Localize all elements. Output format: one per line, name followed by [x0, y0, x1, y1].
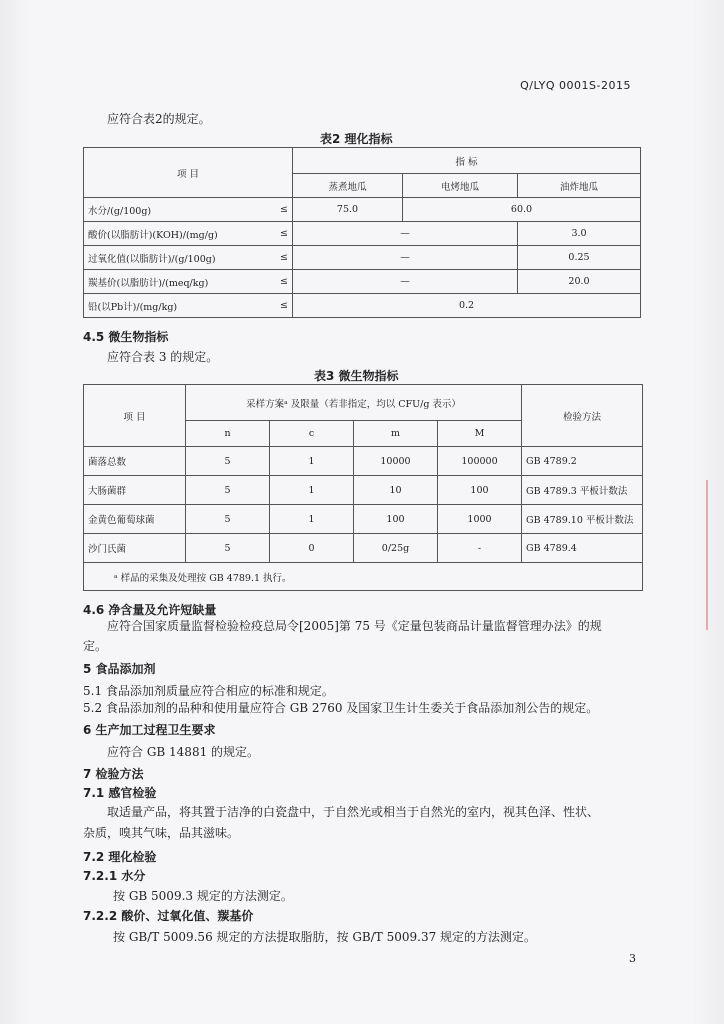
table3-cell: 100000 — [438, 447, 522, 476]
table3-cell: 0/25g — [354, 534, 438, 563]
table3-plan-header: 采样方案ᵃ 及限量（若非指定，均以 CFU/g 表示） — [186, 385, 522, 421]
table3-cell: 10 — [354, 476, 438, 505]
section-6-heading: 6 生产加工过程卫生要求 — [83, 723, 216, 737]
table3-item: 金黄色葡萄球菌 — [84, 505, 186, 534]
page-number: 3 — [629, 952, 636, 965]
table2-cell: — — [293, 222, 518, 246]
table2-cell: 0.25 — [518, 246, 641, 270]
section-7-2-1-line: 按 GB 5009.3 规定的方法测定。 — [113, 889, 293, 903]
table3-cell: 10000 — [354, 447, 438, 476]
table3-caption: 表3 微生物指标 — [314, 369, 399, 383]
table3-cell: 1 — [270, 447, 354, 476]
table2-op: ≤ — [280, 252, 288, 263]
table2-cell: 20.0 — [518, 270, 641, 294]
table2-col-3: 油炸地瓜 — [518, 174, 641, 198]
section-7-heading: 7 检验方法 — [83, 767, 144, 781]
table2-cell: 0.2 — [293, 294, 641, 318]
table-row — [84, 534, 643, 563]
table3-cell: 0 — [270, 534, 354, 563]
table3-item: 菌落总数 — [84, 447, 186, 476]
table-row — [84, 222, 641, 246]
table-row — [84, 294, 641, 318]
table2-item: 过氧化值(以脂肪计)/(g/100g) — [88, 253, 216, 265]
intro-line: 应符合表2的规定。 — [107, 112, 211, 126]
section-7-2-heading: 7.2 理化检验 — [83, 850, 157, 864]
table2-op: ≤ — [280, 300, 288, 311]
table3-cell: 100 — [438, 476, 522, 505]
table-row — [84, 246, 641, 270]
table3-cell: 1 — [270, 476, 354, 505]
table2-cell: 75.0 — [293, 198, 403, 222]
table3-item-header: 项 目 — [84, 385, 186, 447]
table2-item: 羰基价(以脂肪计)/(meq/kg) — [88, 277, 209, 289]
table3-cell: 1000 — [438, 505, 522, 534]
section-5-2-line: 5.2 食品添加剂的品种和使用量应符合 GB 2760 及国家卫生计生委关于食品添加剂公告的规定。 — [83, 701, 599, 715]
table2-item: 铅(以Pb计)/(mg/kg) — [88, 301, 178, 313]
table3-sub-c: c — [270, 421, 354, 447]
section-4-5-heading: 4.5 微生物指标 — [83, 330, 169, 344]
table3-footnote: ᵃ 样品的采集及处理按 GB 4789.1 执行。 — [84, 563, 643, 591]
table3-sub-m: m — [354, 421, 438, 447]
section-5-1-line: 5.1 食品添加剂质量应符合相应的标准和规定。 — [83, 684, 334, 698]
table2-item-header: 项 目 — [84, 148, 293, 198]
section-4-6-line1: 应符合国家质量监督检验检疫总局令[2005]第 75 号《定量包装商品计量监督管理办法》的规 — [107, 619, 602, 633]
section-4-5-line: 应符合表 3 的规定。 — [107, 350, 219, 364]
section-7-1-line-b: 杂质，嗅其气味，品其滋味。 — [83, 826, 240, 840]
table2-item: 酸价(以脂肪计)(KOH)/(mg/g) — [88, 229, 218, 241]
table3-method: GB 4789.3 平板计数法 — [522, 476, 643, 505]
table2-cell: — — [293, 270, 518, 294]
table2-col-1: 蒸煮地瓜 — [293, 174, 403, 198]
table2-index-header: 指 标 — [293, 148, 641, 174]
table2 — [83, 147, 641, 318]
table3-sub-n: n — [186, 421, 270, 447]
table3-cell: 1 — [270, 505, 354, 534]
table3-cell: 5 — [186, 447, 270, 476]
table2-item: 水分/(g/100g) — [88, 205, 152, 217]
table2-op: ≤ — [280, 276, 288, 287]
section-5-heading: 5 食品添加剂 — [83, 662, 156, 676]
table-row — [84, 447, 643, 476]
red-seal-stamp-edge — [706, 480, 724, 630]
standard-code: Q/LYQ 0001S-2015 — [520, 79, 631, 92]
section-7-2-1-heading: 7.2.1 水分 — [83, 869, 146, 883]
table3-item: 大肠菌群 — [84, 476, 186, 505]
section-7-1-heading: 7.1 感官检验 — [83, 786, 157, 800]
table2-caption: 表2 理化指标 — [320, 132, 393, 146]
section-7-1-line-a: 取适量产品，将其置于洁净的白瓷盘中，于自然光或相当于自然光的室内，视其色泽、性状、 — [107, 805, 600, 819]
table3-sub-M: M — [438, 421, 522, 447]
table3-method: GB 4789.10 平板计数法 — [522, 505, 643, 534]
table2-op: ≤ — [280, 204, 288, 215]
table2-col-2: 电烤地瓜 — [403, 174, 518, 198]
table3-cell: 5 — [186, 534, 270, 563]
table3-cell: 5 — [186, 476, 270, 505]
table3-method: GB 4789.2 — [522, 447, 643, 476]
table3-cell: 100 — [354, 505, 438, 534]
table3-method-header: 检验方法 — [522, 385, 643, 447]
table-row — [84, 270, 641, 294]
table3-item: 沙门氏菌 — [84, 534, 186, 563]
table3 — [83, 384, 643, 591]
table3-cell: - — [438, 534, 522, 563]
table2-cell: 3.0 — [518, 222, 641, 246]
section-4-6-line2: 定。 — [83, 639, 108, 653]
table2-op: ≤ — [280, 228, 288, 239]
table2-cell: 60.0 — [403, 198, 641, 222]
table-row — [84, 198, 641, 222]
section-7-2-2-line: 按 GB/T 5009.56 规定的方法提取脂肪，按 GB/T 5009.37 规定的方法测定。 — [113, 930, 537, 944]
section-6-line: 应符合 GB 14881 的规定。 — [107, 745, 260, 759]
section-4-6-heading: 4.6 净含量及允许短缺量 — [83, 603, 217, 617]
table2-cell: — — [293, 246, 518, 270]
table3-cell: 5 — [186, 505, 270, 534]
table3-method: GB 4789.4 — [522, 534, 643, 563]
section-7-2-2-heading: 7.2.2 酸价、过氧化值、羰基价 — [83, 909, 254, 923]
table-row — [84, 505, 643, 534]
table-row — [84, 476, 643, 505]
